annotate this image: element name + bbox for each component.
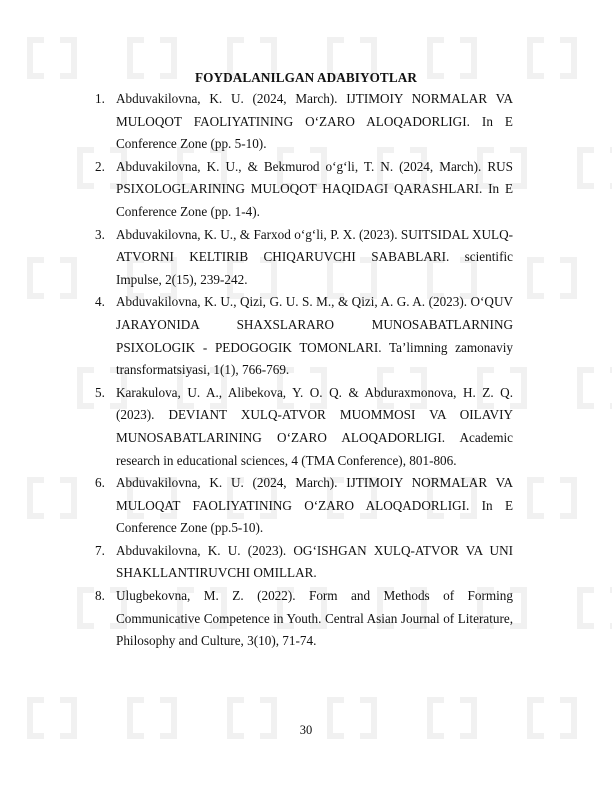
reference-text: Abduvakilovna, K. U., & Bekmurod o‘g‘li, T. N. (2024, March). RUS PSIXOLOGLARINING MULOQOT HAQIDAGI QARASHLARI. In E Conference Zone (pp. 1-4). (116, 158, 513, 219)
reference-item (95, 382, 513, 472)
reference-text: Abduvakilovna, K. U., & Farxod o‘g‘li, P. X. (2023). SUITSIDAL XULQ-ATVORNI KELTIRIB CHIQARUVCHI SABABLARI. scientific Impulse, 2(15), 239-242. (116, 226, 513, 287)
reference-text: Abduvakilovna, K. U. (2024, March). IJTIMOIY NORMALAR VA MULOQOT FAOLIYATINING O‘ZARO ALOQADORLIGI. In E Conference Zone (pp. 5-10). (116, 91, 513, 152)
reference-text: Abduvakilovna, K. U. (2023). OG‘ISHGAN XULQ-ATVOR VA UNI SHAKLLANTIRUVCHI OMILLAR. (116, 542, 513, 581)
reference-item (95, 291, 513, 381)
reference-number: 4. (95, 294, 105, 310)
page-number: 30 (299, 723, 313, 737)
reference-item (95, 156, 513, 224)
reference-number: 3. (95, 226, 105, 242)
reference-number: 2. (95, 158, 105, 174)
reference-item (95, 585, 513, 653)
reference-list (95, 88, 513, 653)
reference-item (95, 472, 513, 540)
reference-number: 1. (95, 91, 105, 106)
reference-item (95, 88, 513, 156)
reference-number: 6. (95, 475, 105, 491)
reference-item (95, 540, 513, 585)
reference-text: Ulugbekovna, M. Z. (2022). Form and Methods of Forming Communicative Competence in Youth. Central Asian Journal of Literature, Philosophy and Culture, 3(10), 71-74. (116, 588, 513, 649)
reference-text: Abduvakilovna, K. U., Qizi, G. U. S. M., & Qizi, A. G. A. (2023). O‘QUV JARAYONIDA SHAXSLARARO MUNOSABATLARNING PSIXOLOGIK - PEDOGOGIK TOMONLARI. Ta’limning zamonaviy transformatsiyasi, 1(1), 766-769. (116, 294, 513, 378)
reference-item (95, 224, 513, 292)
reference-number: 7. (95, 542, 105, 558)
reference-number: 5. (95, 384, 105, 400)
references-heading: FOYDALANILGAN ADABIYOTLAR (195, 70, 417, 85)
reference-text: Abduvakilovna, K. U. (2024, March). IJTIMOIY NORMALAR VA MULOQAT FAOLIYATINING O‘ZARO ALOQADORLIGI. In E Conference Zone (pp.5-10). (116, 475, 513, 536)
reference-text: Karakulova, U. A., Alibekova, Y. O. Q. & Abduraxmonova, H. Z. Q. (2023). DEVIANT XULQ-ATVOR MUOMMOSI VA OILAVIY MUNOSABATLARINING O‘ZARO ALOQADORLIGI. Academic research in educational sciences, 4 (TMA Conference), 801-806. (116, 384, 513, 468)
reference-number: 8. (95, 588, 105, 604)
